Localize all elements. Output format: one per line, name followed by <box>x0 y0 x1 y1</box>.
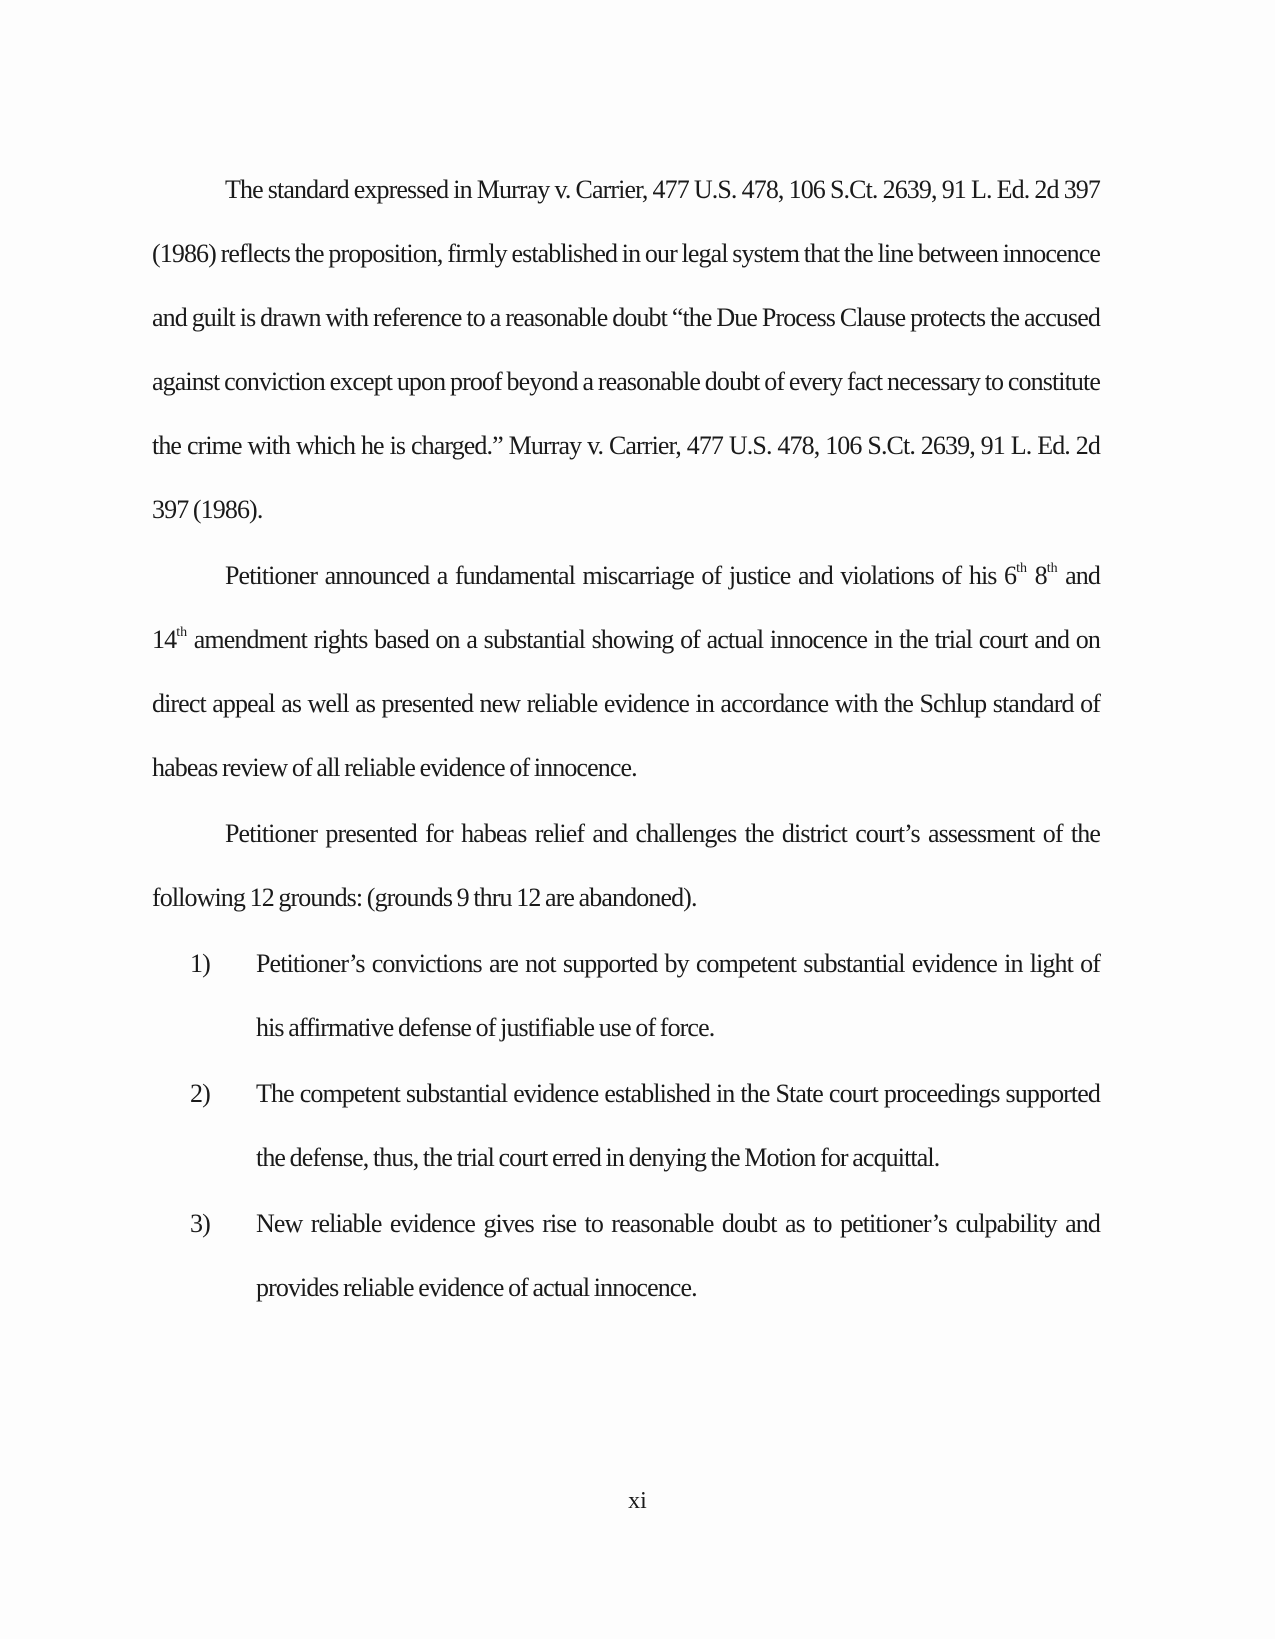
ground-item <box>152 1192 1100 1320</box>
page-number: xi <box>628 1488 647 1514</box>
paragraph-rest-text: amendment rights based on a substantial showing of actual innocence in the trial court and on direct appeal as well as presented new reliable evidence in accordance with the Schlup standard of habeas review of all reliable evidence of innocence. <box>152 625 1100 782</box>
paragraph-miscarriage-of-justice <box>152 544 1100 800</box>
ground-number: 1) <box>190 949 210 978</box>
amendment-number-text: and 14 <box>152 561 1100 654</box>
ground-text: Petitioner’s convictions are not supported by competent substantial evidence in light of his affirmative defense of justifiable use of force. <box>256 949 1100 1042</box>
ground-number: 2) <box>190 1079 210 1108</box>
ordinal-suffix: th <box>1016 561 1028 577</box>
paragraph-grounds-intro: Petitioner presented for habeas relief and challenges the district court’s assessment of the following 12 grounds: (grounds 9 thru 12 are abandoned). <box>152 819 1100 912</box>
ground-text: The competent substantial evidence established in the State court proceedings supported the defense, thus, the trial court erred in denying the Motion for acquittal. <box>256 1079 1100 1172</box>
body-text <box>152 158 1100 1320</box>
amendment-number-text: 8 <box>1027 561 1047 590</box>
ordinal-suffix: th <box>176 625 188 641</box>
ordinal-suffix: th <box>1046 561 1058 577</box>
ground-item <box>152 932 1100 1060</box>
ground-text: New reliable evidence gives rise to reasonable doubt as to petitioner’s culpability and provides reliable evidence of actual innocence. <box>256 1209 1100 1302</box>
grounds-list <box>152 932 1100 1320</box>
paragraph-intro-text: Petitioner announced a fundamental miscarriage of justice and violations of his 6 <box>225 561 1017 590</box>
paragraph-due-process-standard: The standard expressed in Murray v. Carrier, 477 U.S. 478, 106 S.Ct. 2639, 91 L. Ed. 2d 397 (1986) reflects the proposition, firmly established in our legal system that the line between innocence and guilt is drawn with reference to a reasonable doubt “the Due Process Clause protects the accused against conviction except upon proof beyond a reasonable doubt of every fact necessary to constitute the crime with which he is charged.” Murray v. Carrier, 477 U.S. 478, 106 S.Ct. 2639, 91 L. Ed. 2d 397 (1986). <box>152 175 1100 524</box>
ground-item <box>152 1062 1100 1190</box>
ground-number: 3) <box>190 1209 210 1238</box>
